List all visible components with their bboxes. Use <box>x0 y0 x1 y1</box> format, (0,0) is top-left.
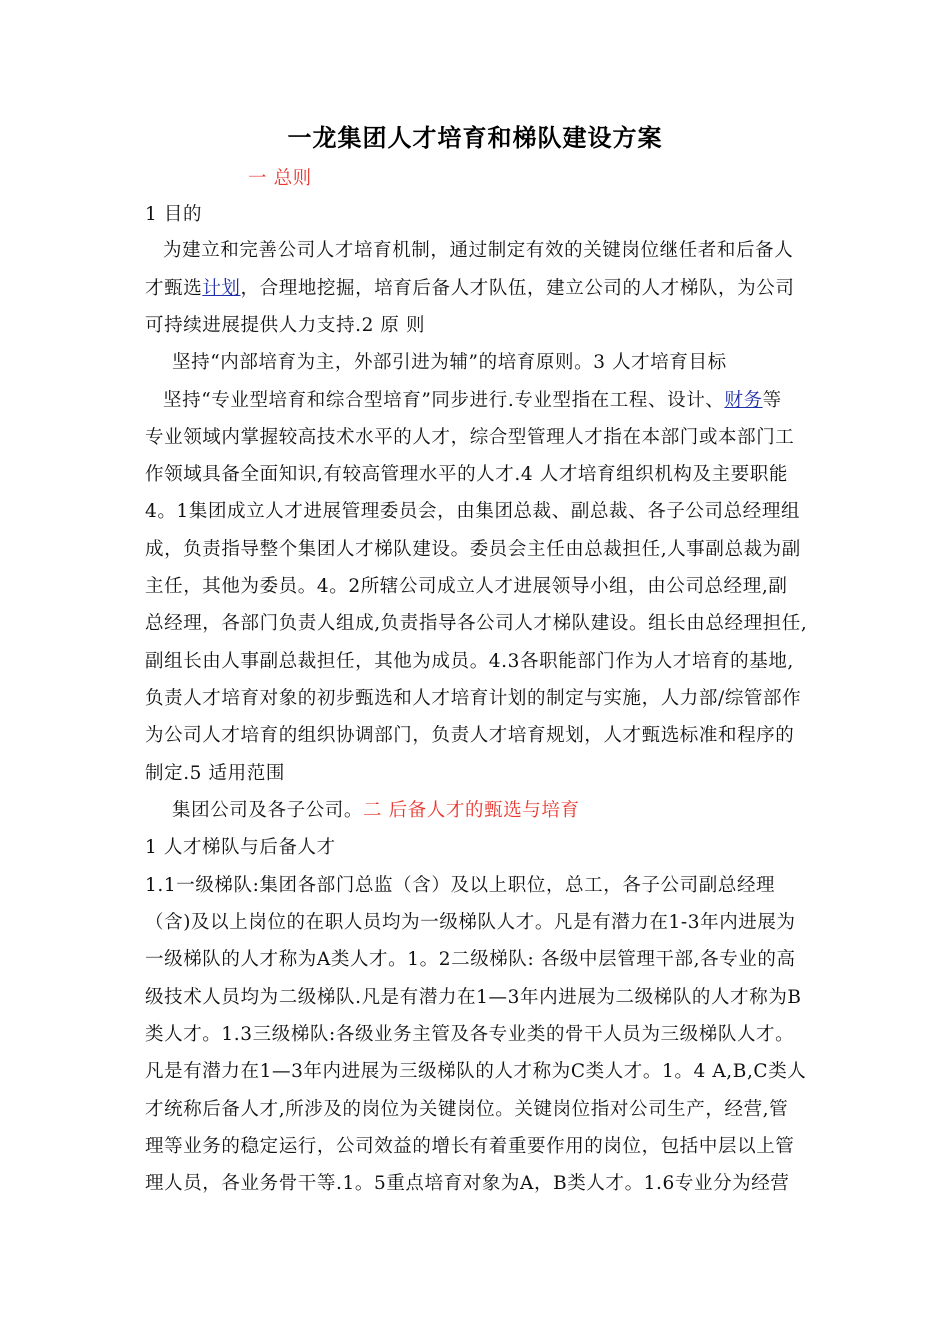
text-line <box>145 983 802 1009</box>
text-segment: 才统称后备人才,所涉及的岗位为关键岗位。关键岗位指对公司生产，经营,管 <box>145 1099 789 1120</box>
text-line <box>145 721 794 747</box>
text-segment: 1.1一级梯队:集团各部门总监（含）及以上职位，总工，各子公司副总经理 <box>145 875 776 896</box>
text-segment: 坚持“内部培育为主，外部引进为辅”的培育原则。3 人才培育目标 <box>172 352 727 373</box>
text-line <box>145 759 285 785</box>
text-line <box>145 497 800 523</box>
text-segment: （含)及以上岗位的在职人员均为一级梯队人才。凡是有潜力在1-3年内进展为 <box>145 912 796 933</box>
text-segment: 负责人才培育对象的初步甄选和人才培育计划的制定与实施，人力部/综管部作 <box>145 688 802 709</box>
text-line <box>145 535 801 561</box>
text-segment: 制定.5 适用范围 <box>145 763 285 784</box>
text-segment: 1 人才梯队与后备人才 <box>145 837 336 858</box>
text-segment: 类人才。1.3三级梯队:各级业务主管及各专业类的骨干人员为三级梯队人才。 <box>145 1024 795 1045</box>
text-segment: 一级梯队的人才称为A类人才。1。2二级梯队: 各级中层管理干部,各专业的高 <box>145 949 796 970</box>
text-segment: 理人员，各业务骨干等.1。5重点培育对象为A，B类人才。1.6专业分为经营 <box>145 1173 790 1194</box>
text-segment: 专业领域内掌握较高技术水平的人才，综合型管理人才指在本部门或本部门工 <box>145 427 795 448</box>
text-line <box>145 1132 794 1158</box>
text-line <box>145 1169 790 1195</box>
text-line <box>163 386 782 412</box>
text-segment: 1 目的 <box>145 204 203 225</box>
inline-link[interactable]: 财务 <box>724 390 763 411</box>
text-line <box>145 833 336 859</box>
text-line <box>145 609 807 635</box>
text-segment: 主任，其他为委员。4。2所辖公司成立人才进展领导小组，由公司总经理,副 <box>145 576 788 597</box>
text-line <box>145 200 202 226</box>
text-segment: 集团公司及各子公司。 <box>172 800 364 821</box>
text-segment: 可持续进展提供人力支持.2 原 则 <box>145 315 426 336</box>
text-segment: 级技术人员均为二级梯队.凡是有潜力在1—3年内进展为二级梯队的人才称为B <box>145 987 802 1008</box>
text-line <box>172 796 580 822</box>
text-segment: 坚持“专业型培育和综合型培育”同步进行.专业型指在工程、设计、 <box>163 390 725 411</box>
text-segment: 作领域具备全面知识,有较高管理水平的人才.4 人才培育组织机构及主要职能 <box>145 464 789 485</box>
text-segment: 副组长由人事副总裁担任，其他为成员。4.3各职能部门作为人才培育的基地, <box>145 651 794 672</box>
text-line <box>145 684 801 710</box>
text-line <box>145 1095 788 1121</box>
text-line <box>145 945 796 971</box>
text-line <box>145 423 794 449</box>
text-segment: 4。1集团成立人才进展管理委员会，由集团总裁、副总裁、各子公司总经理组 <box>145 501 801 522</box>
text-line <box>163 236 793 262</box>
text-line <box>145 572 787 598</box>
text-segment: 为建立和完善公司人才培育机制，通过制定有效的关键岗位继任者和后备人 <box>163 240 794 261</box>
inline-link[interactable]: 计划 <box>202 278 241 299</box>
document-title: 一龙集团人才培育和梯队建设方案 <box>287 124 663 152</box>
text-segment: 才甄选 <box>145 278 203 299</box>
text-segment: ，合理地挖掘，培育后备人才队伍，建立公司的人才梯队，为公司 <box>240 278 795 299</box>
text-line <box>145 908 796 934</box>
text-segment: 凡是有潜力在1—3年内进展为三级梯队的人才称为C类人才。1。4 A,B,C类人 <box>145 1061 807 1082</box>
section-heading: 一 总则 <box>248 168 312 189</box>
text-segment: 总经理，各部门负责人组成,负责指导各公司人才梯队建设。组长由总经理担任, <box>145 613 808 634</box>
section-heading: 二 后备人才的甄选与培育 <box>363 800 580 821</box>
text-segment: 成，负责指导整个集团人才梯队建设。委员会主任由总裁担任,人事副总裁为副 <box>145 539 801 560</box>
text-line <box>145 274 794 300</box>
text-line <box>145 460 788 486</box>
text-line <box>145 311 425 337</box>
text-segment: 理等业务的稳定运行，公司效益的增长有着重要作用的岗位，包括中层以上管 <box>145 1136 795 1157</box>
text-line <box>145 871 775 897</box>
text-line <box>248 164 312 190</box>
text-line <box>172 348 727 374</box>
text-line <box>145 647 794 673</box>
text-line <box>145 1057 806 1083</box>
text-line <box>145 1020 794 1046</box>
text-segment: 等 <box>762 390 782 411</box>
text-segment: 为公司人才培育的组织协调部门，负责人才培育规划，人才甄选标准和程序的 <box>145 725 795 746</box>
